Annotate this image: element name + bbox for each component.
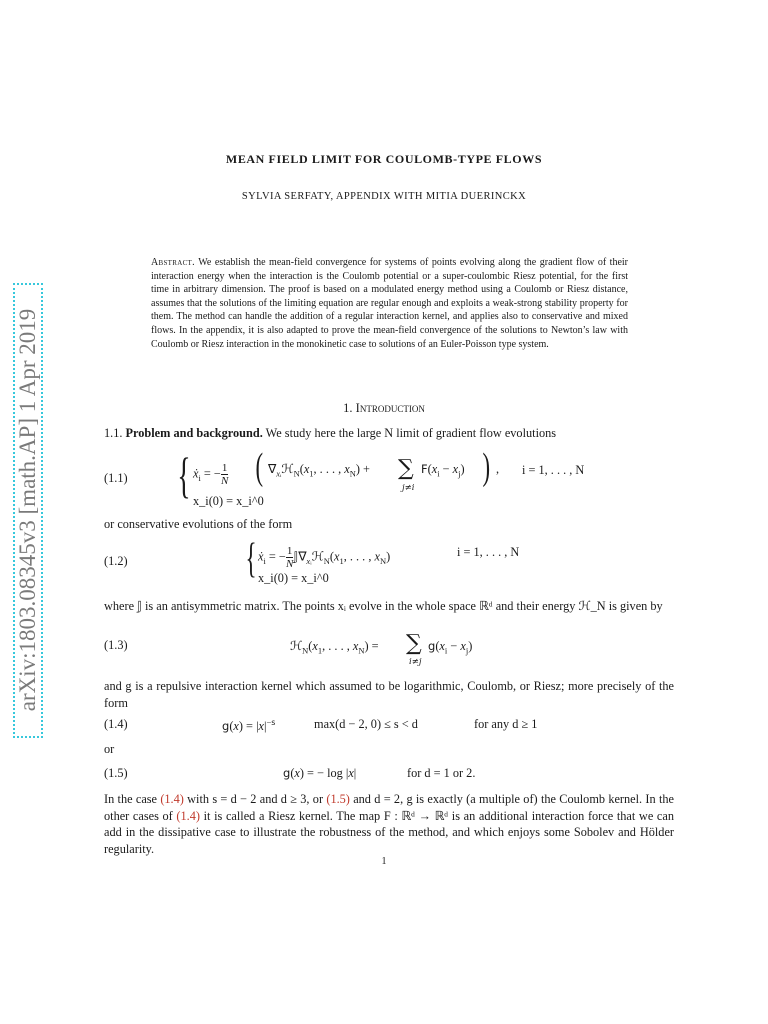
body-text: and g is a repulsive interaction kernel which assumed to be logarithmic, Coulomb, or Riesz; more precisely of the form: [104, 679, 674, 710]
body-text: or conservative evolutions of the form: [104, 517, 293, 531]
equation-condition: max(d − 2, 0) ≤ s < d: [314, 717, 418, 731]
equation-number: (1.4): [104, 717, 128, 731]
body-text: or: [104, 742, 115, 756]
text-segment: it is called a Riesz kernel. The map F : ℝᵈ → ℝᵈ is an additional interaction force that we can add in the dissipative case to illustrate the robustness of the method, and which enjoys some Sobolev and Hölder regularity.: [104, 808, 674, 856]
equation-reference-link[interactable]: (1.4): [176, 808, 200, 823]
section-heading: [0, 401, 768, 416]
equation-reference-link[interactable]: (1.5): [326, 792, 350, 806]
body-text: where 𝕁 is an antisymmetric matrix. The points xᵢ evolve in the whole space ℝᵈ and their energy ℋ_N is given by: [104, 599, 663, 613]
equation-number: (1.1): [104, 471, 128, 485]
left-brace: {: [245, 536, 257, 582]
text-segment: In the case: [104, 792, 161, 806]
equation-number: (1.3): [104, 638, 128, 652]
equation-line: $\nabla_{xᵢ}ℋ_N(x_1$, . . . , $x_N$) +: [268, 462, 370, 479]
equation-line: $F(x_i - x_j)$: [421, 462, 465, 479]
subsection-title: Problem and background.: [125, 426, 263, 440]
paper-title: MEAN FIELD LIMIT FOR COULOMB-TYPE FLOWS: [225, 152, 543, 166]
section-number: 1.: [343, 401, 353, 415]
subsection-number: 1.1.: [104, 426, 123, 440]
right-paren: ): [482, 446, 491, 488]
paper-authors: SYLVIA SERFATY, APPENDIX WITH MITIA DUERINCKX: [241, 191, 527, 202]
equation-line: ẋ$_i$ = − $\frac{1}{N}$ $𝕁\nabla_{xᵢ}ℋ_N(x_1$, . . . , $x_N$): [258, 545, 391, 570]
sum-symbol: ∑: [398, 456, 414, 481]
equation-range: i = 1, . . . , N: [522, 463, 585, 477]
equation-tail: for any d ≥ 1: [474, 717, 538, 731]
text-segment: with s = d − 2 and d ≥ 3, or: [183, 792, 327, 806]
equation-init: x_i(0) = x_i^0: [193, 494, 264, 508]
left-brace: {: [177, 447, 191, 503]
section-title: Introduction: [355, 401, 425, 415]
subsection-intro-text: We study here the large N limit of gradient flow evolutions: [265, 426, 557, 440]
equation-tail: for d = 1 or 2.: [407, 766, 476, 780]
left-paren: (: [255, 446, 264, 488]
abstract-text: We establish the mean-field convergence for systems of points evolving along the gradient flow of their interaction energy when the interaction is the Coulomb potential or a super-coulombic Riesz potential, for the first time in arbitrary dimension. The proof is based on a modulated energy method using a Coulomb or Riesz distance, assumes that the solutions of the limiting equation are regular enough and exploits a weak-strong stability property for them. The method can handle the addition of a regular interaction kernel, and applies also to conservative and mixed flows. In the appendix, it is also adapted to prove the mean-field convergence of the solutions to Newton’s law with Coulomb or Riesz interaction in the monokinetic case to solutions of an Euler-Poisson type system.: [151, 257, 628, 350]
equation-line: ,: [496, 462, 500, 476]
equation-line: ẋ$_i$ = − $\frac{1}{N}$: [193, 462, 229, 487]
sum-subscript: i≠j: [409, 657, 422, 667]
page-number: 1: [381, 856, 387, 867]
text-segment: and d = 2, g is exactly (a multiple of) the Coulomb kernel. In the other cases of: [104, 792, 674, 823]
equation-reference-link[interactable]: (1.4): [160, 792, 184, 806]
equation-range: i = 1, . . . , N: [457, 545, 520, 559]
arxiv-stamp: arXiv:1803.08345v3 [math.AP] 1 Apr 2019: [15, 308, 40, 712]
equation-number: (1.5): [104, 766, 128, 780]
sum-subscript: j≠i: [402, 483, 415, 493]
equation-number: (1.2): [104, 554, 128, 568]
abstract: [151, 256, 628, 351]
equation-line: $g(x) = |x|^{-s}$: [222, 717, 276, 734]
equation-init: x_i(0) = x_i^0: [258, 571, 329, 585]
equation-line: g(x) = − log |x|: [283, 766, 357, 780]
body-text: [104, 791, 674, 857]
sum-symbol: ∑: [406, 631, 422, 656]
abstract-label: Abstract.: [151, 257, 195, 268]
equation-line: $ℋ_N(x_1$, . . . , $x_N$) =: [290, 639, 379, 656]
equation-line: $g(x_i - x_j)$: [428, 639, 473, 656]
